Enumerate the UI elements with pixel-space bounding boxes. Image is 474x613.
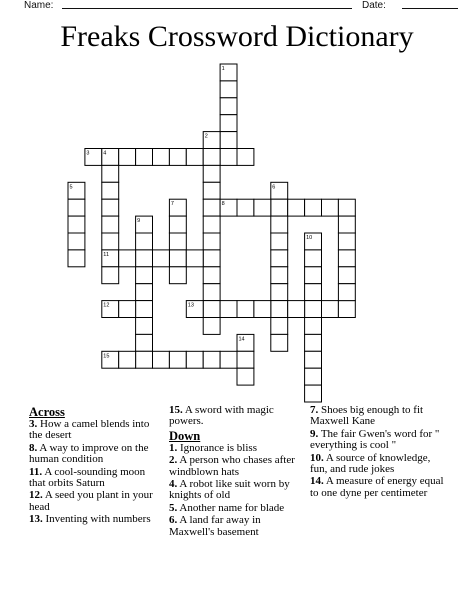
- clue-number: 8.: [29, 441, 38, 454]
- across-heading: Across: [29, 405, 65, 419]
- grid-cell[interactable]: [288, 199, 305, 216]
- grid-cell[interactable]: [305, 284, 322, 301]
- clue-text: How a camel blends into the desert: [29, 418, 150, 442]
- grid-clue-number-5: 5: [69, 184, 73, 191]
- date-label: Date:: [362, 0, 386, 11]
- grid-cell[interactable]: [102, 182, 119, 199]
- clue-text: The fair Gwen's word for " everything is cool ": [310, 427, 440, 452]
- grid-cell[interactable]: [136, 267, 153, 284]
- clue-text: A source of knowledge, fun, and rude jokes: [310, 451, 431, 476]
- grid-cell[interactable]: [169, 351, 186, 368]
- grid-clue-number-2: 2: [204, 133, 208, 140]
- grid-clue-number-6: 6: [272, 184, 276, 191]
- grid-cell[interactable]: [220, 115, 237, 132]
- grid-cell[interactable]: [136, 351, 153, 368]
- grid-cell[interactable]: [203, 149, 220, 166]
- grid-cell[interactable]: [271, 199, 288, 216]
- clues-column-2: [169, 405, 303, 539]
- clue-down-4: [169, 479, 303, 502]
- clue-down-2: [169, 455, 303, 478]
- grid-cell[interactable]: [220, 81, 237, 98]
- clue-text: A cool-sounding moon that orbits Saturn: [29, 465, 146, 490]
- clues-column-1: [29, 405, 161, 527]
- clue-number: 12.: [29, 489, 43, 502]
- clue-text: A measure of energy equal to one dyne per centimeter: [310, 475, 444, 499]
- grid-cell[interactable]: [305, 318, 322, 335]
- grid-cell[interactable]: [220, 149, 237, 166]
- grid-cell[interactable]: [203, 216, 220, 233]
- grid-cell[interactable]: [338, 216, 355, 233]
- clue-text: A robot like suit worn by knights of old: [169, 478, 290, 502]
- grid-clue-number-1: 1: [221, 66, 225, 72]
- grid-cell[interactable]: [203, 165, 220, 182]
- clue-down-1: [169, 443, 303, 454]
- clue-text: A land far away in Maxwell's basement: [169, 514, 261, 538]
- grid-cell[interactable]: [338, 284, 355, 301]
- grid-clue-number-4: 4: [103, 150, 107, 157]
- grid-cell[interactable]: [271, 267, 288, 284]
- grid-cell[interactable]: [338, 301, 355, 318]
- clue-down-7: [310, 405, 450, 428]
- grid-cell[interactable]: [305, 368, 322, 385]
- grid-cell[interactable]: [153, 351, 170, 368]
- grid-cell[interactable]: [169, 149, 186, 166]
- clue-number: 15.: [169, 404, 183, 416]
- clue-across-3: [29, 419, 161, 442]
- grid-cell[interactable]: [153, 250, 170, 267]
- clue-down-5: [169, 503, 303, 514]
- clue-number: 4.: [169, 478, 178, 491]
- clue-across-15: [169, 405, 303, 428]
- grid-clue-number-9: 9: [137, 218, 141, 225]
- grid-cell[interactable]: [271, 284, 288, 301]
- grid-cell[interactable]: [237, 199, 254, 216]
- clue-across-8: [29, 443, 161, 466]
- grid-cell[interactable]: [186, 351, 203, 368]
- grid-cell[interactable]: [203, 318, 220, 335]
- grid-clue-number-11: 11: [103, 251, 110, 258]
- grid-cell[interactable]: [102, 233, 119, 250]
- grid-cell[interactable]: [220, 301, 237, 318]
- grid-cell[interactable]: [338, 199, 355, 216]
- grid-cell[interactable]: [220, 98, 237, 115]
- grid-cell[interactable]: [220, 351, 237, 368]
- clue-number: 3.: [29, 418, 38, 430]
- grid-cell[interactable]: [119, 149, 136, 166]
- grid-cell[interactable]: [136, 284, 153, 301]
- grid-cell[interactable]: [338, 233, 355, 250]
- grid-cell[interactable]: [305, 199, 322, 216]
- clue-down-10: [310, 453, 450, 476]
- clue-text: A sword with magic powers.: [169, 404, 274, 428]
- grid-cell[interactable]: [102, 267, 119, 284]
- grid-cell[interactable]: [305, 385, 322, 402]
- grid-cell[interactable]: [102, 216, 119, 233]
- grid-cell[interactable]: [237, 368, 254, 385]
- clue-text: Ignorance is bliss: [180, 441, 257, 454]
- clue-text: A seed you plant in your head: [29, 489, 153, 513]
- grid-cell[interactable]: [136, 250, 153, 267]
- clue-number: 5.: [169, 501, 178, 514]
- grid-cell[interactable]: [271, 318, 288, 335]
- grid-cell[interactable]: [338, 250, 355, 267]
- grid-cell[interactable]: [102, 199, 119, 216]
- grid-cell[interactable]: [136, 301, 153, 318]
- grid-cell[interactable]: [271, 334, 288, 351]
- grid-cell[interactable]: [169, 233, 186, 250]
- grid-cell[interactable]: [203, 250, 220, 267]
- clue-number: 10.: [310, 451, 324, 464]
- name-label: Name:: [24, 0, 54, 11]
- grid-cell[interactable]: [322, 199, 339, 216]
- grid-cell[interactable]: [119, 250, 136, 267]
- grid-cell[interactable]: [305, 351, 322, 368]
- grid-cell[interactable]: [203, 351, 220, 368]
- clue-number: 14.: [310, 475, 324, 488]
- clue-down-14: [310, 476, 450, 499]
- grid-clue-number-8: 8: [221, 201, 225, 208]
- clue-across-11: [29, 467, 161, 490]
- grid-cell[interactable]: [203, 199, 220, 216]
- clue-down-9: [310, 429, 450, 452]
- grid-clue-number-3: 3: [86, 150, 90, 157]
- grid-cell[interactable]: [203, 233, 220, 250]
- grid-cell[interactable]: [68, 199, 85, 216]
- clue-number: 2.: [169, 454, 178, 467]
- grid-cell[interactable]: [322, 301, 339, 318]
- grid-clue-number-10: 10: [306, 235, 313, 241]
- grid-cell[interactable]: [237, 149, 254, 166]
- grid-cell[interactable]: [169, 267, 186, 284]
- grid-cell[interactable]: [203, 301, 220, 318]
- grid-cell[interactable]: [305, 267, 322, 284]
- clue-number: 11.: [29, 465, 43, 478]
- grid-cell[interactable]: [186, 149, 203, 166]
- clue-number: 7.: [310, 404, 319, 416]
- grid-cell[interactable]: [186, 250, 203, 267]
- grid-clue-number-7: 7: [170, 201, 174, 208]
- grid-cell[interactable]: [169, 216, 186, 233]
- clue-text: Another name for blade: [179, 501, 285, 514]
- grid-clue-number-12: 12: [103, 302, 110, 309]
- clue-across-13: [29, 514, 161, 525]
- grid-cell[interactable]: [288, 301, 305, 318]
- grid-cell[interactable]: [102, 165, 119, 182]
- grid-clue-number-14: 14: [238, 336, 245, 343]
- clue-number: 6.: [169, 514, 178, 527]
- grid-cell[interactable]: [68, 250, 85, 267]
- clue-text: Inventing with numbers: [45, 513, 151, 526]
- grid-cell[interactable]: [68, 216, 85, 233]
- grid-cell[interactable]: [220, 132, 237, 149]
- grid-cell[interactable]: [271, 233, 288, 250]
- grid-cell[interactable]: [305, 250, 322, 267]
- grid-cell[interactable]: [338, 267, 355, 284]
- page-title: Freaks Crossword Dictionary: [60, 20, 414, 53]
- grid-cell[interactable]: [119, 351, 136, 368]
- grid-cell[interactable]: [169, 250, 186, 267]
- grid-cell[interactable]: [305, 301, 322, 318]
- grid-cell[interactable]: [203, 267, 220, 284]
- clue-text: Shoes big enough to fit Maxwell Kane: [310, 404, 424, 428]
- grid-clue-number-15: 15: [103, 353, 110, 360]
- grid-cell[interactable]: [237, 301, 254, 318]
- grid-cell[interactable]: [271, 250, 288, 267]
- grid-cell[interactable]: [203, 182, 220, 199]
- grid-cell[interactable]: [136, 334, 153, 351]
- grid-cell[interactable]: [119, 301, 136, 318]
- grid-cell[interactable]: [203, 284, 220, 301]
- grid-cell[interactable]: [237, 351, 254, 368]
- clue-across-12: [29, 490, 161, 513]
- clue-number: 13.: [29, 513, 43, 526]
- clue-number: 1.: [169, 441, 178, 454]
- grid-cell[interactable]: [136, 318, 153, 335]
- grid-cell[interactable]: [136, 149, 153, 166]
- grid-clue-number-13: 13: [187, 302, 194, 309]
- grid-cell[interactable]: [271, 216, 288, 233]
- clue-number: 9.: [310, 427, 319, 440]
- grid-cell[interactable]: [153, 149, 170, 166]
- grid-cell[interactable]: [271, 301, 288, 318]
- clues-column-3: [310, 405, 450, 500]
- grid-cell[interactable]: [136, 233, 153, 250]
- grid-cell[interactable]: [254, 199, 271, 216]
- grid-cell[interactable]: [254, 301, 271, 318]
- down-heading: Down: [169, 428, 201, 443]
- grid-cell[interactable]: [305, 334, 322, 351]
- clue-text: A way to improve on the human condition: [29, 441, 149, 466]
- clue-down-6: [169, 515, 303, 538]
- grid-cell[interactable]: [68, 233, 85, 250]
- clue-text: A person who chases after windblown hats: [169, 454, 295, 478]
